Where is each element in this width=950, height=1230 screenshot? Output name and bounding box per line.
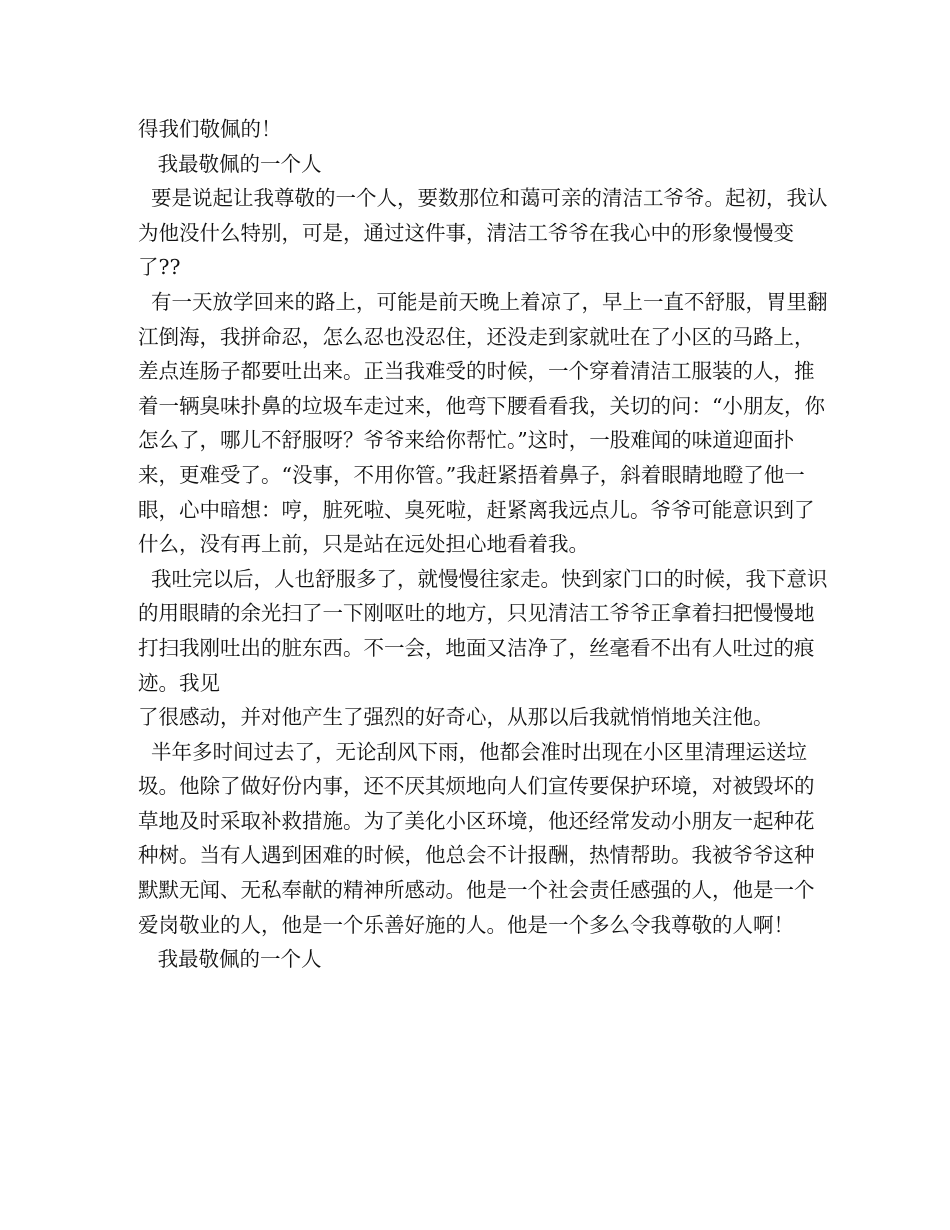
paragraph-intro: 要是说起让我尊敬的一个人，要数那位和蔼可亲的清洁工爷爷。起初，我认为他没什么特别，可是，通过这件事，清洁工爷爷在我心中的形象慢慢变了??	[138, 186, 828, 280]
essay-title: 我最敬佩的一个人	[138, 151, 322, 176]
document-page	[138, 112, 828, 977]
paragraph-moved: 了很感动，并对他产生了强烈的好奇心，从那以后我就悄悄地关注他。	[138, 705, 774, 730]
paragraph-conclusion: 半年多时间过去了，无论刮风下雨，他都会准时出现在小区里清理运送垃圾。他除了做好份内事，还不厌其烦地向人们宣传要保护环境，对被毁坏的草地及时采取补救措施。为了美化小区环境，他还经常发动小朋友一起种花种树。当有人遇到困难的时候，他总会不计报酬，热情帮助。我被爷爷这种默默无闻、无私奉献的精神所感动。他是一个社会责任感强的人，他是一个爱岗敬业的人，他是一个乐善好施的人。他是一个多么令我尊敬的人啊！	[138, 739, 815, 937]
paragraph-continuation: 得我们敬佩的！	[138, 117, 282, 141]
paragraph-story: 有一天放学回来的路上，可能是前天晚上着凉了，早上一直不舒服，胃里翻江倒海，我拼命忍，怎么忍也没忍住，还没走到家就吐在了小区的马路上，差点连肠子都要吐出来。正当我难受的时候，一个穿着清洁工服装的人，推着一辆臭味扑鼻的垃圾车走过来，他弯下腰看看我，关切的问：“小朋友，你怎么了，哪儿不舒服呀？爷爷来给你帮忙。”这时，一股难闻的味道迎面扑来，更难受了。“没事，不用你管。”我赶紧捂着鼻子，斜着眼睛地瞪了他一眼，心中暗想：哼，脏死啦、臭死啦，赶紧离我远点儿。爷爷可能意识到了什么，没有再上前，只是站在远处担心地看着我。	[138, 289, 828, 557]
paragraph-cleanup: 我吐完以后，人也舒服多了，就慢慢往家走。快到家门口的时候，我下意识的用眼睛的余光扫了一下刚呕吐的地方，只见清洁工爷爷正拿着扫把慢慢地打扫我刚吐出的脏东西。不一会，地面又洁净了，丝毫看不出有人吐过的痕迹。我见	[138, 566, 828, 695]
essay-title-next: 我最敬佩的一个人	[138, 947, 322, 972]
